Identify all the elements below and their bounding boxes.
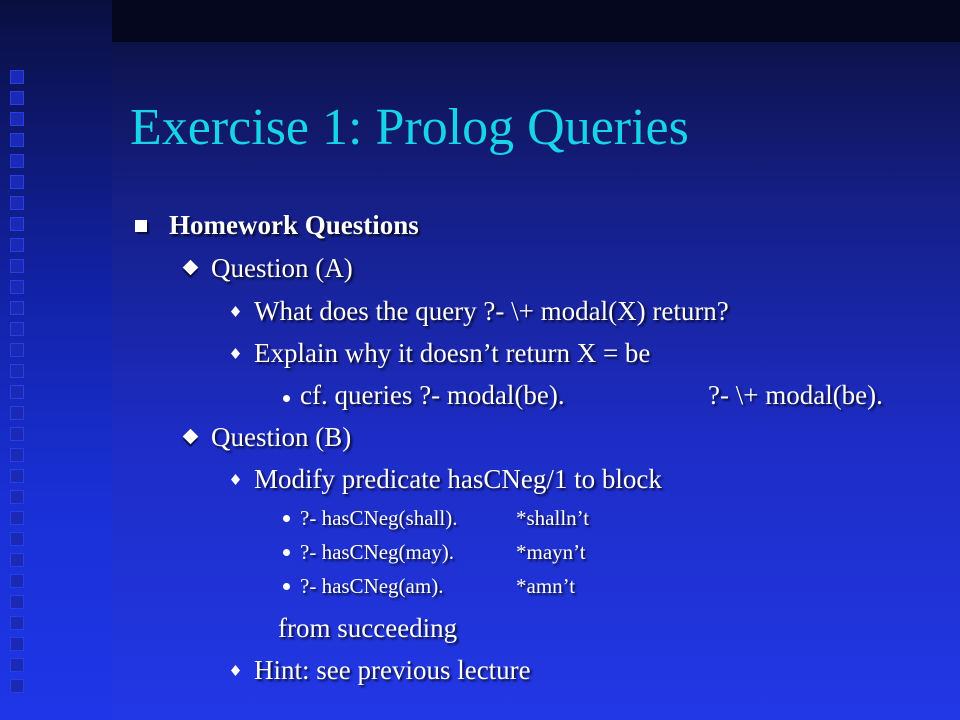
question-b-label: Question (B) xyxy=(211,422,352,452)
decorative-square xyxy=(10,322,24,336)
decorative-square xyxy=(10,112,24,126)
small-diamond-bullet-icon xyxy=(231,665,240,676)
decorative-square xyxy=(10,532,24,546)
query-may: ?- hasCNeg(may). xyxy=(300,540,454,564)
question-a-cf-queries: cf. queries ?- modal(be). xyxy=(300,380,565,410)
homework-heading: Homework Questions xyxy=(169,210,419,240)
question-a-cf-negated-query: ?- \+ modal(be). xyxy=(708,380,883,410)
decorative-square xyxy=(10,406,24,420)
decorative-square xyxy=(10,301,24,315)
decorative-square xyxy=(10,259,24,273)
small-diamond-bullet-icon xyxy=(231,348,240,359)
decorative-square xyxy=(10,469,24,483)
decorative-square xyxy=(10,217,24,231)
note-shall: *shalln’t xyxy=(516,506,590,530)
from-succeeding-text: from succeeding xyxy=(278,613,458,643)
slide-title: Exercise 1: Prolog Queries xyxy=(130,99,689,156)
decorative-square xyxy=(10,595,24,609)
decorative-square xyxy=(10,616,24,630)
query-shall: ?- hasCNeg(shall). xyxy=(300,506,458,530)
decorative-square xyxy=(10,574,24,588)
decorative-square xyxy=(10,364,24,378)
dot-bullet-icon xyxy=(283,395,290,402)
decorative-square xyxy=(10,280,24,294)
diamond-bullet-icon xyxy=(183,429,199,445)
question-a-label: Question (A) xyxy=(211,253,353,283)
note-am: *amn’t xyxy=(516,574,576,598)
decorative-square xyxy=(10,91,24,105)
query-am: ?- hasCNeg(am). xyxy=(300,574,444,598)
question-b-item-1: Modify predicate hasCNeg/1 to block xyxy=(254,464,662,494)
decorative-square xyxy=(10,553,24,567)
decorative-square xyxy=(10,196,24,210)
decorative-square xyxy=(10,385,24,399)
dot-bullet-icon xyxy=(283,515,290,522)
decorative-square xyxy=(10,70,24,84)
decorative-square xyxy=(10,175,24,189)
decorative-square xyxy=(10,637,24,651)
diamond-bullet-icon xyxy=(183,260,199,276)
decorative-square xyxy=(10,490,24,504)
small-diamond-bullet-icon xyxy=(231,306,240,317)
decorative-square xyxy=(10,133,24,147)
question-a-item-1: What does the query ?- \+ modal(X) return? xyxy=(254,296,729,326)
dot-bullet-icon xyxy=(283,549,290,556)
question-a-item-2: Explain why it doesn’t return X = be xyxy=(254,338,651,368)
top-bar xyxy=(112,0,960,42)
decorative-square xyxy=(10,154,24,168)
square-bullet-icon xyxy=(135,220,147,232)
decorative-square xyxy=(10,658,24,672)
note-may: *mayn’t xyxy=(516,540,586,564)
decorative-square xyxy=(10,448,24,462)
decorative-square xyxy=(10,238,24,252)
hint-text: Hint: see previous lecture xyxy=(254,655,531,685)
decorative-square xyxy=(10,679,24,693)
small-diamond-bullet-icon xyxy=(231,474,240,485)
decorative-square xyxy=(10,427,24,441)
left-decorative-strip xyxy=(0,0,112,720)
decorative-square xyxy=(10,511,24,525)
decorative-square xyxy=(10,343,24,357)
dot-bullet-icon xyxy=(283,583,290,590)
